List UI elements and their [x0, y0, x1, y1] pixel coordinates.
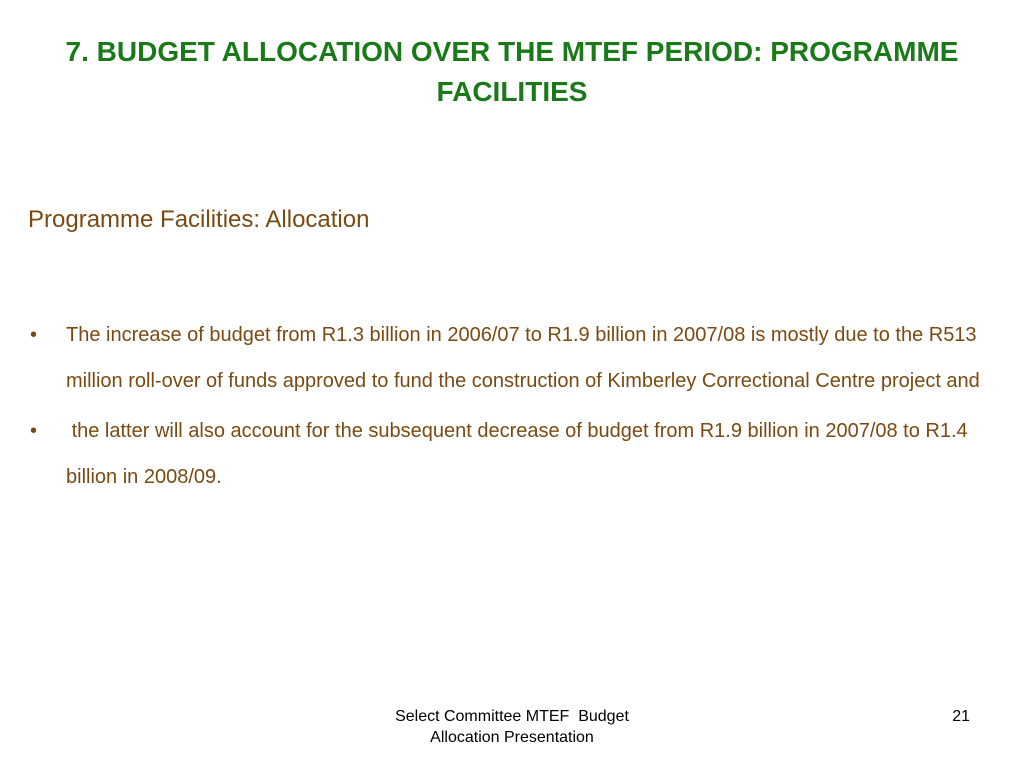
bullet-dot-icon: • [30, 420, 38, 442]
bullet-text: The increase of budget from R1.3 billion in 2006/07 to R1.9 billion in 2007/08 is mostly due to the R513 million roll-over of funds approved to fund the construction of Kimberley Correctional Centre project and [66, 324, 980, 392]
slide-title: 7. BUDGET ALLOCATION OVER THE MTEF PERIOD: PROGRAMME FACILITIES [65, 36, 959, 107]
bullet-dot-icon: • [30, 324, 38, 346]
bullet-text: the latter will also account for the subsequent decrease of budget from R1.9 billion in 2007/08 to R1.4 billion in 2008/09. [66, 420, 974, 488]
bullet-item [28, 312, 1003, 404]
footer-caption [362, 706, 662, 748]
bullet-list [28, 312, 1003, 504]
footer-line-2: Allocation Presentation [430, 729, 594, 746]
bullet-item [28, 408, 1003, 500]
slide-number: 21 [952, 708, 970, 725]
footer-line-1: Select Committee MTEF Budget [395, 708, 629, 725]
section-subtitle: Programme Facilities: Allocation [28, 206, 370, 233]
